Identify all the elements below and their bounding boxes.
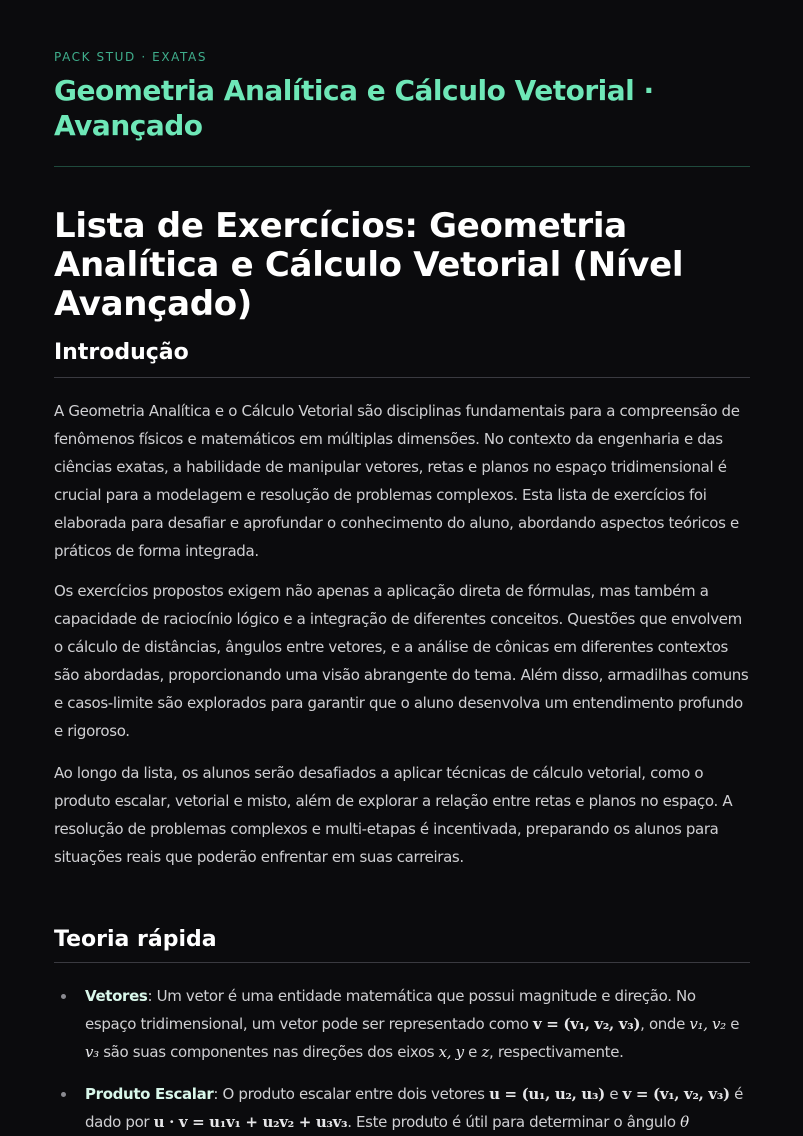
item-text: são suas componentes nas direções dos eixos [98, 1043, 439, 1061]
term-label: Produto Escalar [85, 1085, 214, 1103]
item-text: é dado por [85, 1085, 743, 1131]
item-text: e [463, 1043, 482, 1061]
bullet-icon [61, 1092, 66, 1097]
section-heading-theory: Teoria rápida [54, 927, 217, 952]
math-expression: v₃ [85, 1043, 99, 1061]
item-text: . Este produto é útil para determinar o ângulo [347, 1113, 681, 1131]
math-expression: v = (v₁, v₂, v₃) [622, 1085, 730, 1103]
section-divider [54, 377, 750, 378]
term-label: Vetores [85, 987, 148, 1005]
section-divider [54, 962, 750, 963]
document-title: Geometria Analítica e Cálculo Vetorial · Avançado [54, 74, 654, 142]
theory-list [54, 982, 750, 1136]
math-expression: x, y [438, 1043, 464, 1061]
math-expression: u = (u₁, u₂, u₃) [489, 1085, 605, 1103]
item-text: , respectivamente. [489, 1043, 624, 1061]
math-expression: v₁, v₂ [689, 1015, 726, 1033]
pack-kicker: PACK STUD · EXATAS [54, 50, 208, 64]
bullet-icon [61, 994, 66, 999]
item-text: : O produto escalar entre dois vetores [213, 1085, 490, 1103]
page-title: Lista de Exercícios: Geometria Analítica e Cálculo Vetorial (Nível Avançado) [54, 206, 684, 324]
math-expression: θ [680, 1113, 689, 1131]
math-expression: v = (v₁, v₂, v₃) [533, 1015, 641, 1033]
item-text: e [725, 1015, 740, 1033]
intro-paragraph-3: Ao longo da lista, os alunos serão desafiados a aplicar técnicas de cálculo vetorial, como o produto escalar, vetorial e misto, além de explorar a relação entre retas e planos no espaço. A resolução de problemas complexos e multi-etapas é incentivada, preparando os alunos para situações reais que poderão enfrentar em suas carreiras. [54, 764, 733, 866]
section-heading-intro: Introdução [54, 340, 189, 365]
list-item [54, 1080, 750, 1136]
item-text: : Um vetor é uma entidade matemática que possui magnitude e direção. No espaço tridimensional, um vetor pode ser representado como [85, 987, 696, 1033]
item-text: e [604, 1085, 623, 1103]
math-expression: z [481, 1043, 490, 1061]
intro-paragraph-1: A Geometria Analítica e o Cálculo Vetorial são disciplinas fundamentais para a compreensão de fenômenos físicos e matemáticos em múltiplas dimensões. No contexto da engenharia e das ciências exatas, a habilidade de manipular vetores, retas e planos no espaço tridimensional é crucial para a modelagem e resolução de problemas complexos. Esta lista de exercícios foi elaborada para desafiar e aprofundar o conhecimento do aluno, abordando aspectos teóricos e práticos de forma integrada. [54, 402, 740, 560]
list-item [54, 982, 750, 1066]
item-text: , onde [640, 1015, 690, 1033]
header-divider [54, 166, 750, 167]
intro-paragraph-2: Os exercícios propostos exigem não apenas a aplicação direta de fórmulas, mas também a capacidade de raciocínio lógico e a integração de diferentes conceitos. Questões que envolvem o cálculo de distâncias, ângulos entre vetores, e a análise de cônicas em diferentes contextos são abordadas, proporcionando uma visão abrangente do tema. Além disso, armadilhas comuns e casos-limite são explorados para garantir que o aluno desenvolva um entendimento profundo e rigoroso. [54, 582, 749, 740]
math-expression: u · v = u₁v₁ + u₂v₂ + u₃v₃ [153, 1113, 348, 1131]
